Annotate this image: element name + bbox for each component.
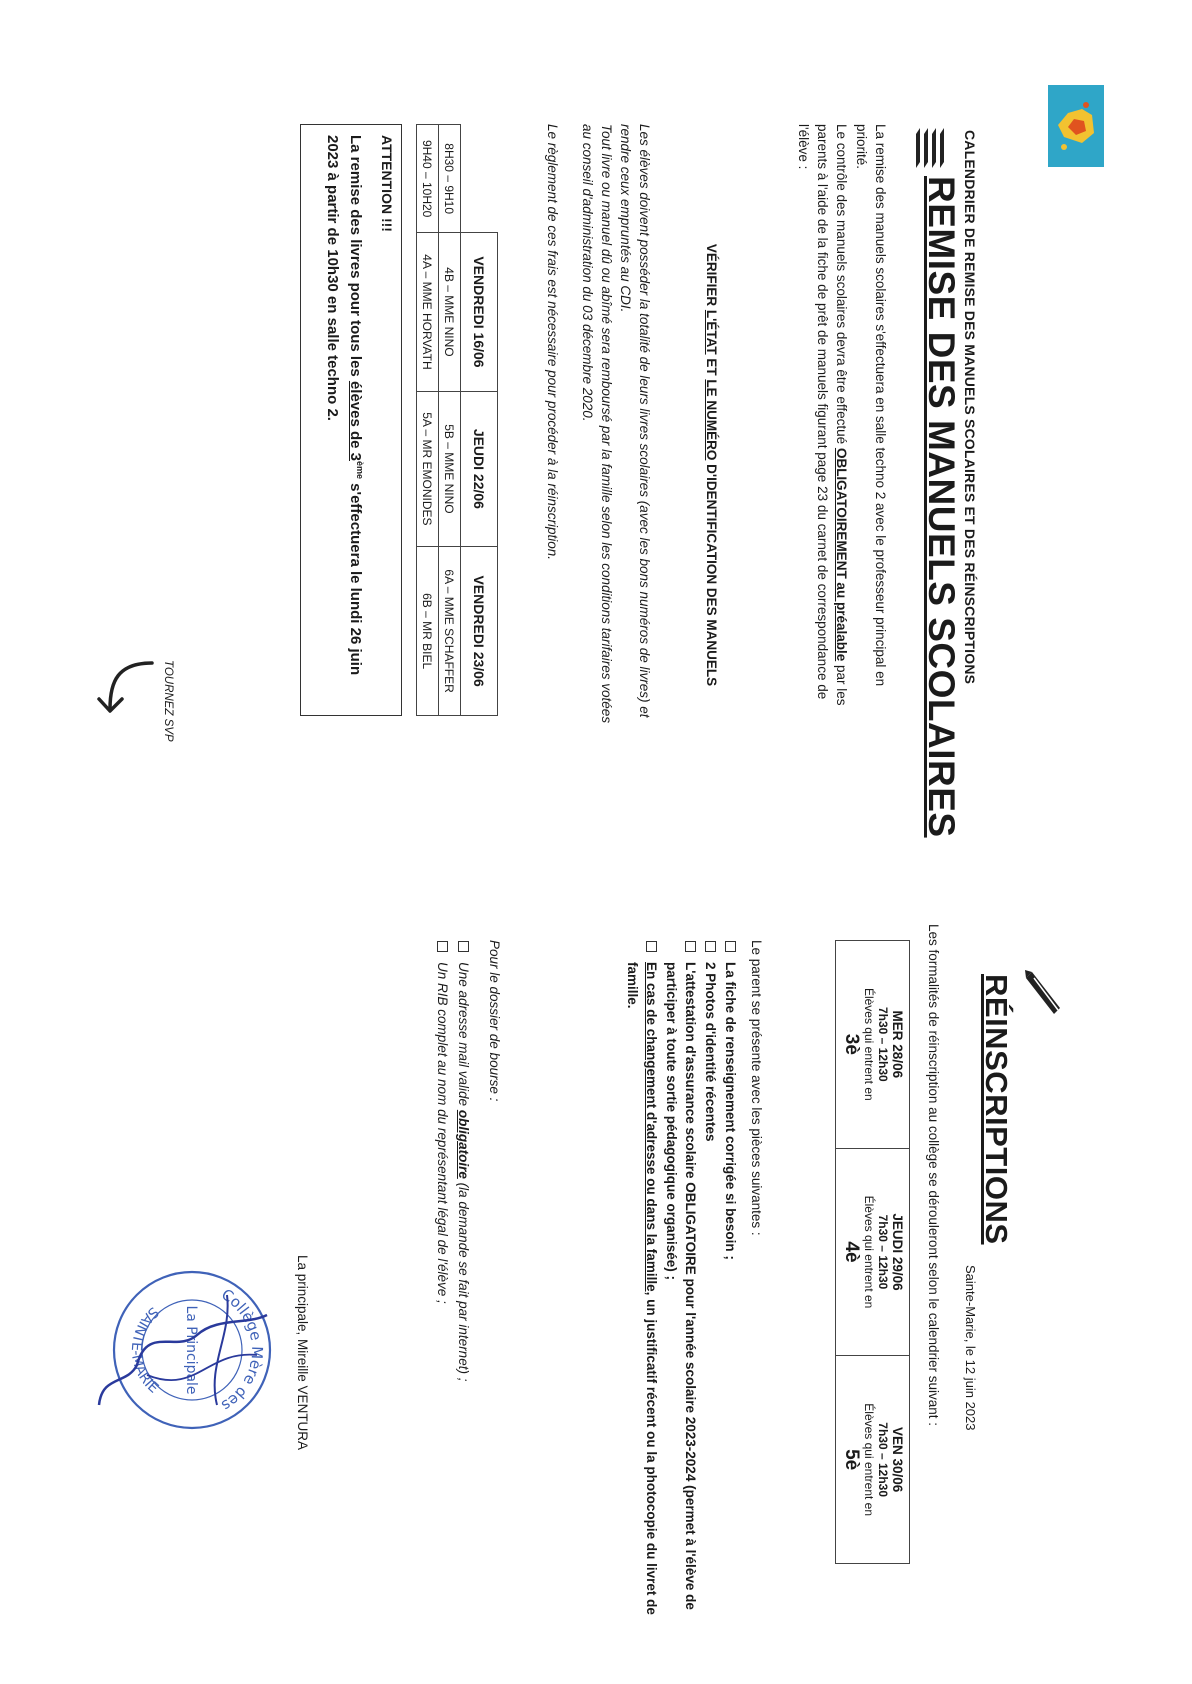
- table-header-row: [461, 125, 498, 716]
- checkbox-icon: [646, 941, 657, 952]
- table-day: VENDREDI 23/06: [461, 547, 498, 716]
- manuels-paragraph-2: Le contrôle des manuels scolaires devra être effectué OBLIGATOIREMENT au préalable par les parents à l'aide de la fiche de prêt de manuels figurant page 23 du carnet de correspondance de l'élève :: [796, 124, 849, 706]
- turn-over-note: TOURNEZ SVP: [162, 660, 174, 742]
- school-logo: [1048, 85, 1104, 167]
- attention-box: [300, 124, 402, 716]
- schedule-slot: MER 28/06 7h30 – 12h30 Élèves qui entrent en 3è: [836, 941, 910, 1149]
- books-icon: [910, 124, 950, 170]
- checkbox-icon: [725, 941, 736, 952]
- obligatoirement-emphasis: OBLIGATOIREMENT au préalable: [834, 447, 849, 662]
- distribution-table: [416, 124, 498, 716]
- table-day: JEUDI 22/06: [461, 391, 498, 547]
- list-item: La fiche de renseignement corrigée si besoin ;: [721, 940, 740, 1630]
- pieces-list: [622, 940, 740, 1630]
- pieces-intro: Le parent se présente avec les pièces suivantes :: [749, 940, 764, 1236]
- attention-line-2: 2023 à partir de 10h30 en salle techno 2.: [324, 135, 341, 421]
- manuels-heading: REMISE DES MANUELS SCOLAIRES: [921, 176, 962, 838]
- list-item: Une adresse mail valide obligatoire (la demande se fait par internet) ;: [453, 940, 474, 1630]
- schedule-slot: JEUDI 29/06 7h30 – 12h30 Élèves qui entrent en 4è: [836, 1148, 910, 1356]
- table-day: VENDREDI 16/06: [461, 233, 498, 391]
- manuels-note-1: Les élèves doivent posséder la totalité de leurs livres scolaires (avec les bons numéros de livres) et rendre ceux empruntés au CDI.: [618, 124, 652, 718]
- manuels-note-3: Le règlement de ces frais est nécessaire pour procéder à la réinscription.: [545, 124, 560, 560]
- signatory-name: La principale, Mireille VENTURA: [295, 1255, 310, 1451]
- bourse-list: [432, 940, 474, 1630]
- document-title: CALENDRIER DE REMISE DES MANUELS SCOLAIRES ET DES RÉINSCRIPTIONS: [962, 130, 978, 685]
- manuels-paragraph-1: La remise des manuels scolaires s'effectuera en salle techno 2 avec le professeur principal en priorité.: [854, 124, 888, 687]
- checkbox-icon: [437, 941, 448, 952]
- table-row: [439, 125, 461, 716]
- checkbox-icon: [685, 941, 696, 952]
- checkbox-icon: [458, 941, 469, 952]
- bourse-intro: Pour le dossier de bourse :: [487, 940, 502, 1102]
- table-corner: [461, 125, 498, 233]
- table-cell: 4B – MME NINO: [439, 233, 461, 391]
- schedule-slot: VEN 30/06 7h30 – 12h30 Élèves qui entrent en 5è: [836, 1356, 910, 1564]
- table-cell: 4A – MME HORVATH: [417, 233, 439, 391]
- table-cell: 6B – MR BIEL: [417, 547, 439, 716]
- list-item: Un RIB complet au nom du représentant légal de l'élève ;: [432, 940, 453, 1630]
- table-row: [836, 941, 910, 1564]
- curved-arrow-icon: [96, 655, 162, 723]
- school-stamp: [97, 1255, 287, 1445]
- table-time: 8H30 – 9H10: [439, 125, 461, 233]
- manuels-note-2: Tout livre ou manuel dû ou abîmé sera remboursé par la famille selon les conditions tarifaires votées au conseil d'administration du 03 décembre 2020.: [580, 124, 614, 724]
- attention-title: ATTENTION !!!: [379, 135, 395, 232]
- reinscriptions-intro: Les formalités de réinscription au collège se dérouleront selon le calendrier suivant :: [926, 924, 941, 1427]
- svg-text:Collège Mère des: Collège Mère des: [218, 1285, 267, 1415]
- list-item: En cas de changement d'adresse ou dans la famille, un justificatif récent ou la photocopie du livret de famille.: [623, 940, 661, 1630]
- table-time: 9H40 – 10H20: [417, 125, 439, 233]
- reinscription-schedule-table: [835, 940, 910, 1564]
- table-cell: 6A – MME SCHAFFER: [439, 547, 461, 716]
- attention-line-1: La remise des livres pour tous les élèves de 3ème s'effectuera le lundi 26 juin: [347, 135, 365, 676]
- verify-instruction: VÉRIFIER L'ÉTAT ET LE NUMÉRO D'IDENTIFICATION DES MANUELS: [704, 243, 719, 687]
- table-row: [417, 125, 439, 716]
- svg-text:SAINTE-MARIE: SAINTE-MARIE: [127, 1303, 162, 1397]
- table-cell: 5A – MR EMONIDES: [417, 391, 439, 547]
- document-date: Sainte-Marie, le 12 juin 2023: [963, 1265, 978, 1431]
- reinscriptions-heading: RÉINSCRIPTIONS: [979, 974, 1014, 1245]
- list-item: L'attestation d'assurance scolaire OBLIGATOIRE pour l'année scolaire 2023-2024 (permet à l'élève de participer à toute sortie pédagogique organisée) ;: [662, 940, 700, 1630]
- table-cell: 5B – MME NINO: [439, 391, 461, 547]
- list-item: 2 Photos d'identité récentes: [701, 940, 720, 1630]
- pencil-icon: [1024, 968, 1062, 1018]
- svg-text:La Principale: La Principale: [183, 1305, 199, 1395]
- checkbox-icon: [705, 941, 716, 952]
